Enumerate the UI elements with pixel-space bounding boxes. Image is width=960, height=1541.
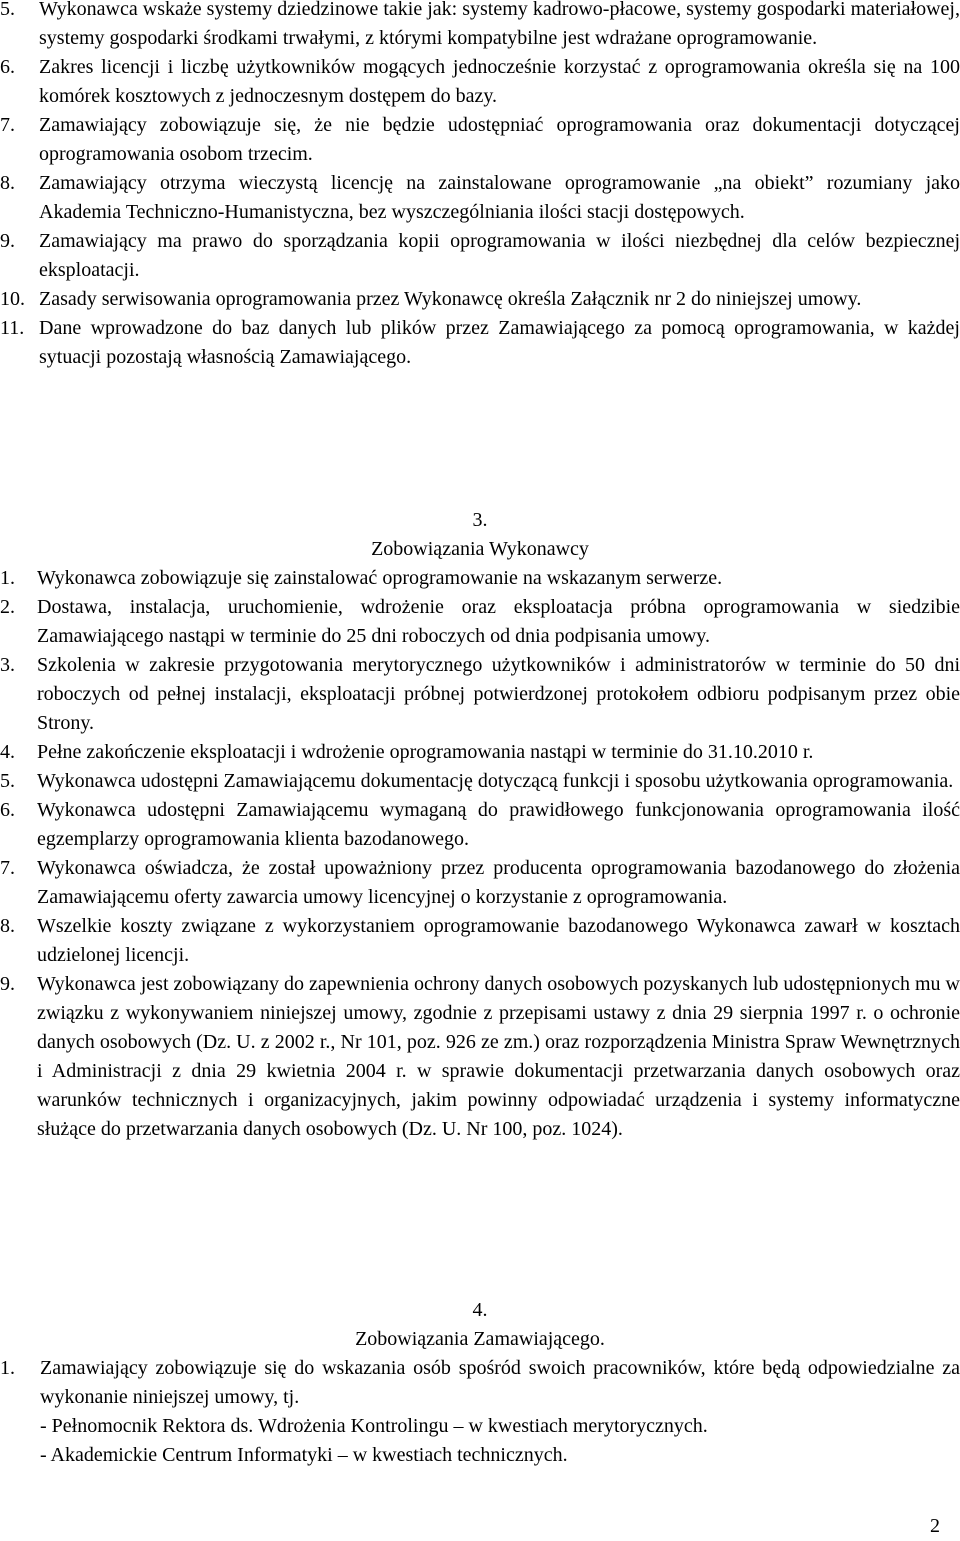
section-heading xyxy=(0,506,960,564)
responsible-person-line: - Pełnomocnik Rektora ds. Wdrożenia Kontrolingu – w kwestiach merytorycznych. xyxy=(40,1415,708,1437)
item-text: Szkolenia w zakresie przygotowania merytorycznego użytkowników i administratorów w terminie do 50 dni roboczych od pełnej instalacji, eksploatacji próbnej potwierdzonej protokołem odbioru podpisanym przez obie Strony. xyxy=(37,654,960,734)
list-item xyxy=(0,285,960,314)
responsible-person-line: - Akademickie Centrum Informatyki – w kwestiach technicznych. xyxy=(40,1444,568,1466)
section-heading xyxy=(0,1296,960,1354)
list-item xyxy=(0,738,960,767)
numbered-list-continued xyxy=(0,0,960,372)
item-number: 1. xyxy=(0,567,15,589)
item-text: Zamawiający zobowiązuje się, że nie będzie udostępniać oprogramowania oraz dokumentacji dotyczącej oprogramowania osobom trzecim. xyxy=(39,114,960,165)
item-number: 5. xyxy=(0,0,15,20)
item-number: 11. xyxy=(0,317,25,339)
item-number: 8. xyxy=(0,172,15,194)
item-text: Zamawiający zobowiązuje się do wskazania osób spośród swoich pracowników, które będą odpowiedzialne za wykonanie niniejszej umowy, tj. xyxy=(40,1357,960,1408)
item-text: Wszelkie koszty związane z wykorzystaniem oprogramowanie bazodanowego Wykonawca zawarł w kosztach udzielonej licencji. xyxy=(37,915,960,966)
section-number: 3. xyxy=(472,509,488,531)
item-text: Wykonawca udostępni Zamawiającemu dokumentację dotyczącą funkcji i sposobu użytkowania oprogramowania. xyxy=(37,770,954,792)
item-number: 9. xyxy=(0,973,15,995)
list-item xyxy=(0,970,960,1144)
item-text: Dane wprowadzone do baz danych lub plików przez Zamawiającego za pomocą oprogramowania, w każdej sytuacji pozostają własnością Zamawiającego. xyxy=(39,317,960,368)
item-text: Zakres licencji i liczbę użytkowników mogących jednocześnie korzystać z oprogramowania określa się na 100 komórek kosztowych z jednoczesnym dostępem do bazy. xyxy=(39,56,960,107)
item-text: Dostawa, instalacja, uruchomienie, wdrożenie oraz eksploatacja próbna oprogramowania w siedzibie Zamawiającego nastąpi w terminie do 25 dni roboczych od dnia podpisania umowy. xyxy=(37,596,960,647)
list-item xyxy=(0,0,960,53)
list-item xyxy=(0,314,960,372)
section-number: 4. xyxy=(472,1299,488,1321)
section-title: Zobowiązania Wykonawcy xyxy=(371,538,589,560)
contractor-obligations-list xyxy=(0,564,960,1144)
item-number: 5. xyxy=(0,770,15,792)
item-number: 3. xyxy=(0,654,15,676)
item-text: Wykonawca zobowiązuje się zainstalować oprogramowanie na wskazanym serwerze. xyxy=(37,567,723,589)
item-text: Wykonawca oświadcza, że został upoważniony przez producenta oprogramowania bazodanowego do złożenia Zamawiającemu oferty zawarcia umowy licencyjnej o korzystanie z oprogramowania. xyxy=(37,857,960,908)
list-item xyxy=(0,111,960,169)
item-number: 10. xyxy=(0,288,25,310)
item-number: 7. xyxy=(0,857,15,879)
item-text: Zasady serwisowania oprogramowania przez Wykonawcę określa Załącznik nr 2 do niniejszej umowy. xyxy=(39,288,862,310)
item-number: 6. xyxy=(0,799,15,821)
item-text: Zamawiający otrzyma wieczystą licencję na zainstalowane oprogramowanie „na obiekt” rozumiany jako Akademia Techniczno-Humanistyczna, bez wyszczególniania ilości stacji dostępowych. xyxy=(39,172,960,223)
list-item xyxy=(0,227,960,285)
item-text: Pełne zakończenie eksploatacji i wdrożenie oprogramowania nastąpi w terminie do 31.10.2010 r. xyxy=(37,741,814,763)
list-item xyxy=(0,767,960,796)
item-number: 4. xyxy=(0,741,15,763)
list-item xyxy=(0,796,960,854)
page-number: 2 xyxy=(930,1515,940,1537)
list-item xyxy=(0,1354,960,1470)
item-text: Wykonawca udostępni Zamawiającemu wymaganą do prawidłowego funkcjonowania oprogramowania ilość egzemplarzy oprogramowania klienta bazodanowego. xyxy=(37,799,960,850)
list-item xyxy=(0,53,960,111)
item-number: 1. xyxy=(0,1357,15,1379)
item-number: 9. xyxy=(0,230,15,252)
list-item xyxy=(0,169,960,227)
item-text: Wykonawca wskaże systemy dziedzinowe takie jak: systemy kadrowo-płacowe, systemy gospodarki materiałowej, systemy gospodarki środkami trwałymi, z którymi kompatybilne jest wdrażane oprogramowanie. xyxy=(39,0,960,49)
list-item xyxy=(0,854,960,912)
item-number: 8. xyxy=(0,915,15,937)
item-number: 7. xyxy=(0,114,15,136)
list-item xyxy=(0,651,960,738)
item-number: 6. xyxy=(0,56,15,78)
item-number: 2. xyxy=(0,596,15,618)
client-obligations-list xyxy=(0,1354,960,1470)
list-item xyxy=(0,593,960,651)
item-text: Wykonawca jest zobowiązany do zapewnienia ochrony danych osobowych pozyskanych lub udostępnionych mu w związku z wykonywaniem niniejszej umowy, zgodnie z przepisami ustawy z dnia 29 sierpnia 1997 r. o ochronie danych osobowych (Dz. U. z 2002 r., Nr 101, poz. 926 ze zm.) oraz rozporządzenia Ministra Spraw Wewnętrznych i Administracji z dnia 29 kwietnia 2004 r. w sprawie dokumentacji przetwarzania danych osobowych oraz warunków technicznych i organizacyjnych, jakim powinny odpowiadać urządzenia i systemy informatyczne służące do przetwarzania danych osobowych (Dz. U. Nr 100, poz. 1024). xyxy=(37,973,960,1140)
item-text: Zamawiający ma prawo do sporządzania kopii oprogramowania w ilości niezbędnej dla celów bezpiecznej eksploatacji. xyxy=(39,230,960,281)
list-item xyxy=(0,912,960,970)
list-item xyxy=(0,564,960,593)
section-title: Zobowiązania Zamawiającego. xyxy=(355,1328,605,1350)
